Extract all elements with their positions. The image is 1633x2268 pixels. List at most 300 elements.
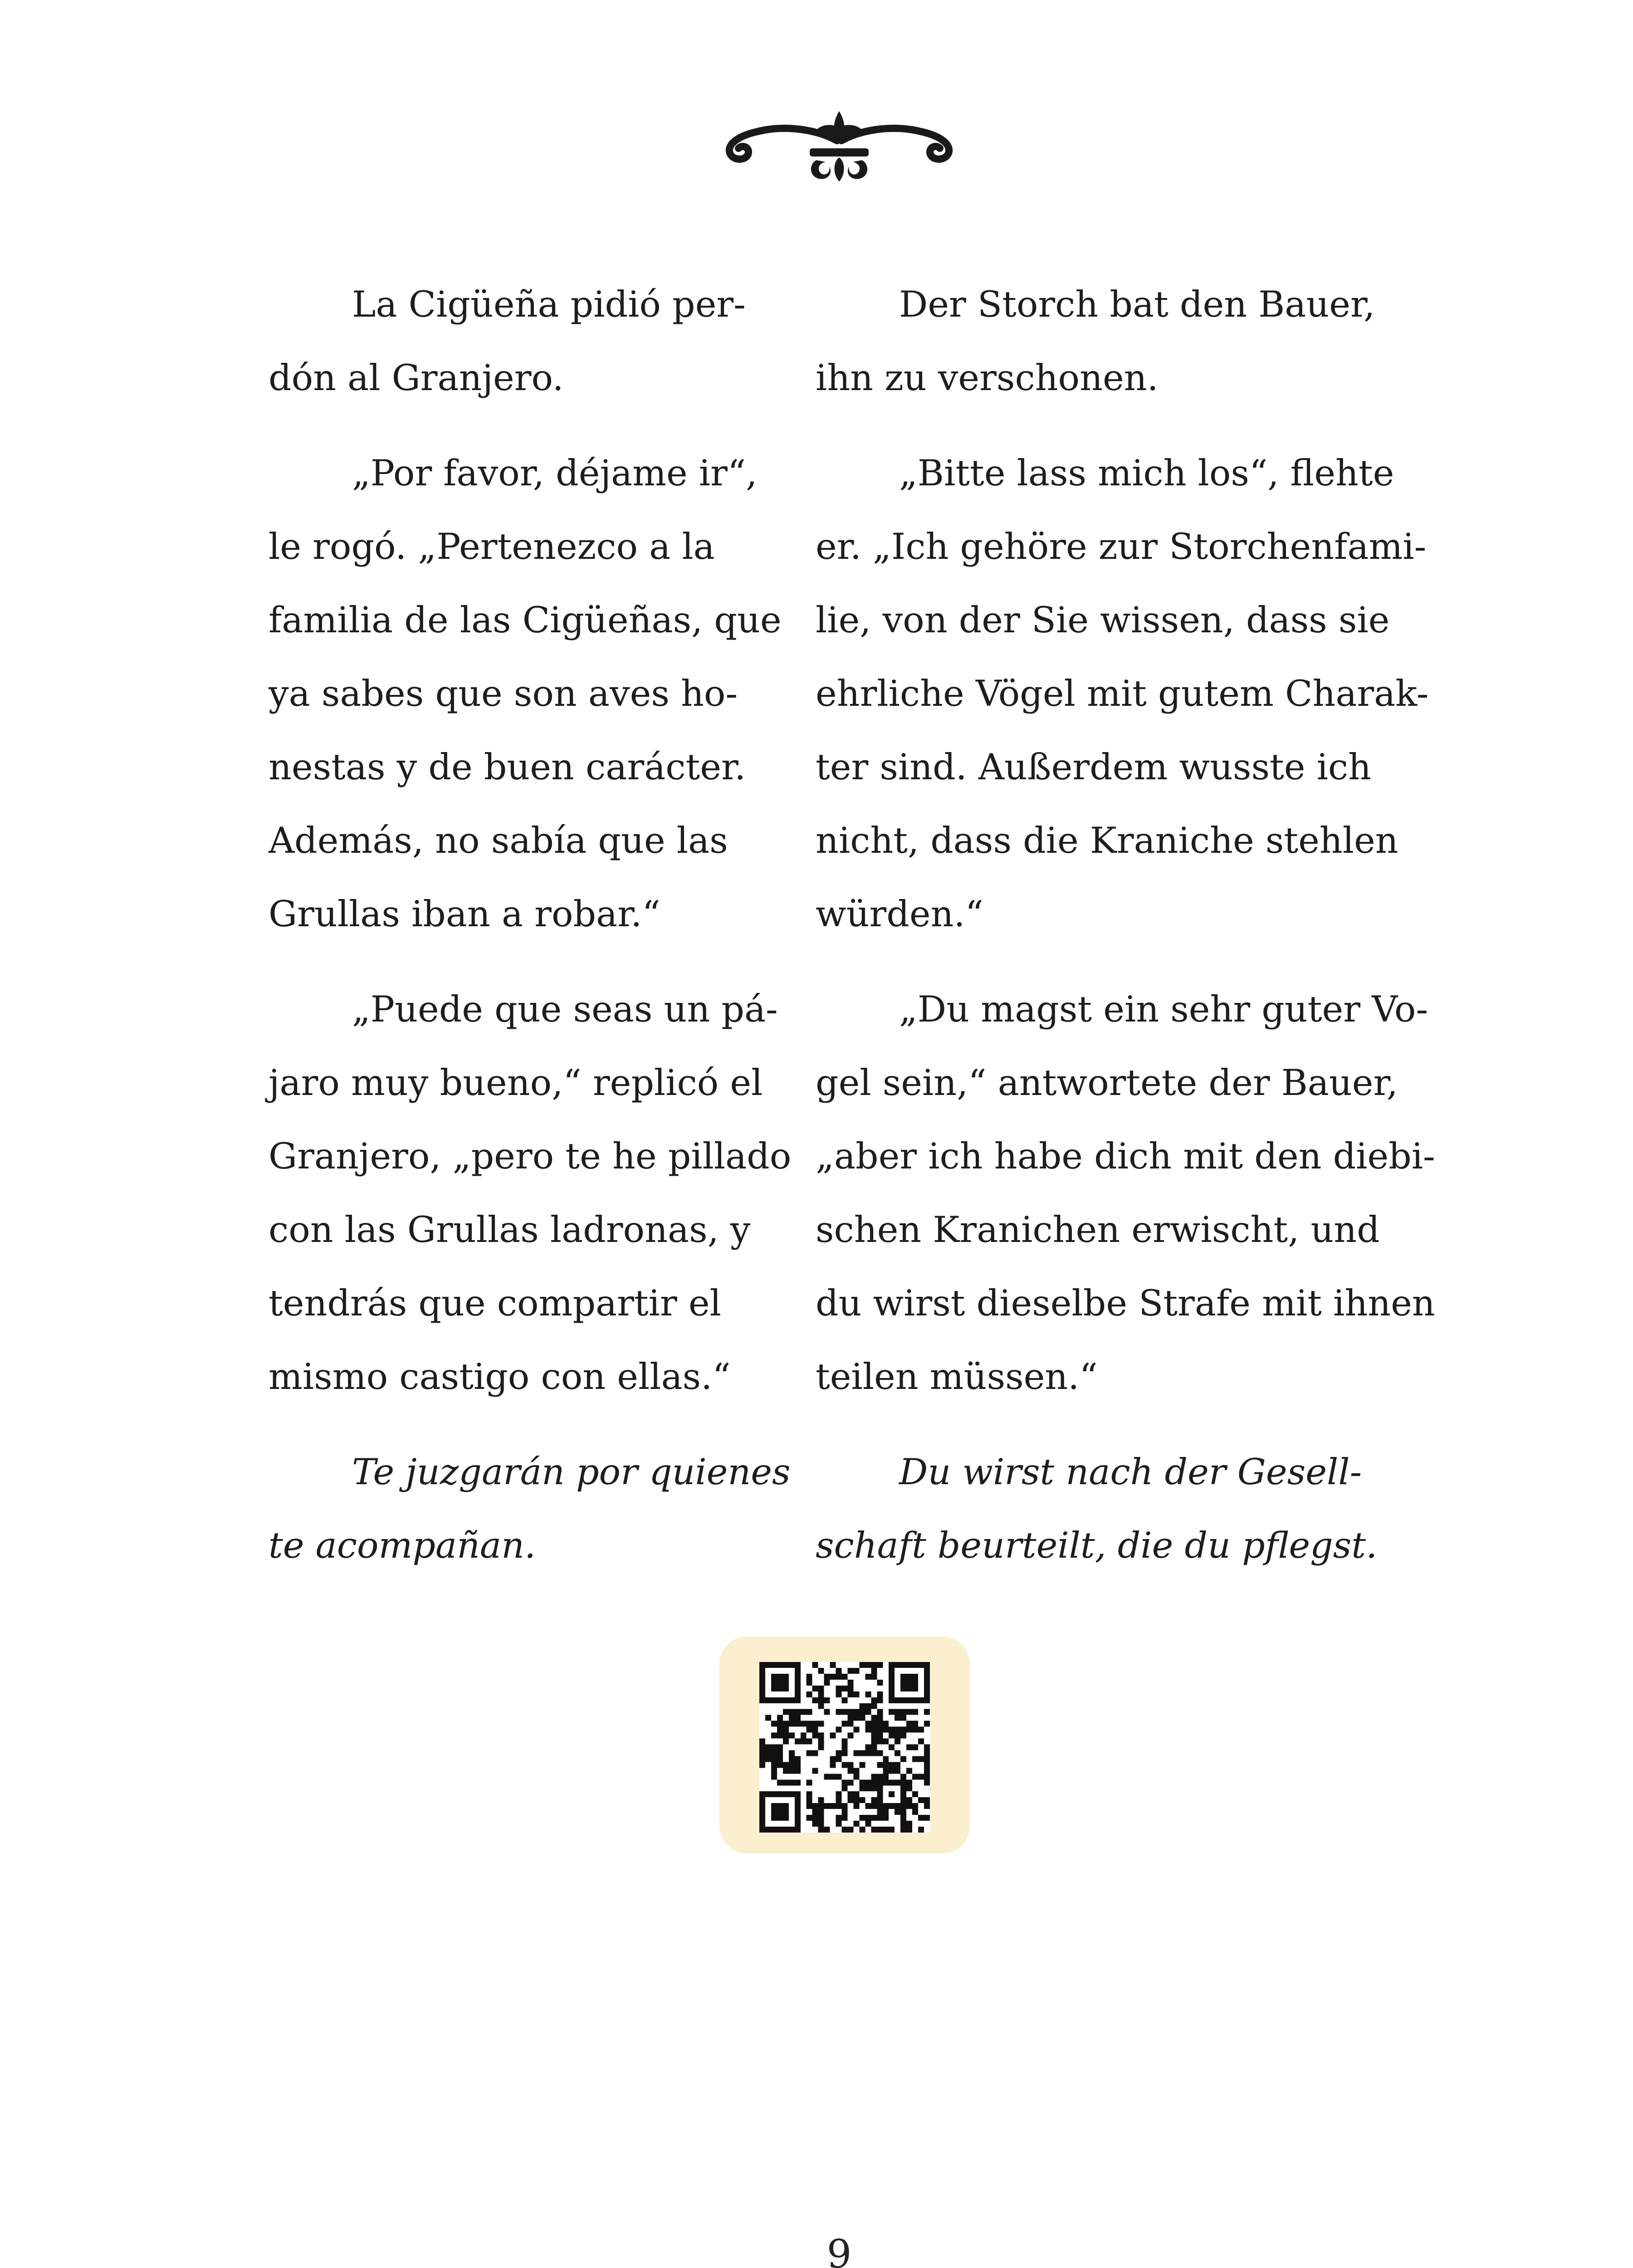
qr-module [836,1815,842,1821]
qr-module [836,1727,842,1733]
qr-module [906,1709,912,1715]
qr-module [836,1674,842,1680]
qr-module [824,1680,830,1686]
qr-module [918,1662,924,1668]
qr-module [865,1709,871,1715]
text-line: ya sabes que son aves ho- [269,673,738,714]
qr-module [759,1745,765,1750]
qr-module [895,1662,900,1668]
qr-code-panel[interactable] [719,1637,970,1853]
qr-module [859,1779,865,1785]
qr-module [812,1697,818,1703]
qr-module [853,1768,859,1774]
qr-module [900,1827,906,1833]
qr-module [877,1680,883,1686]
qr-module [771,1750,777,1756]
qr-module [789,1762,795,1768]
text-line: dón al Granjero. [269,357,564,399]
qr-module [830,1662,836,1668]
qr-module [865,1727,871,1733]
qr-module [853,1803,859,1809]
qr-module [859,1785,865,1791]
qr-module [807,1815,812,1821]
qr-module [818,1821,824,1827]
qr-module [871,1703,877,1709]
qr-module [871,1668,877,1674]
qr-module [771,1680,777,1686]
qr-code-icon[interactable] [759,1662,930,1833]
qr-module [759,1762,765,1768]
qr-module [807,1674,812,1680]
qr-module [900,1709,906,1715]
qr-module [859,1703,865,1709]
qr-module [895,1750,900,1756]
qr-module [759,1803,765,1809]
text-line: du wirst dieselbe Strafe mit ihnen [816,1282,1435,1324]
qr-module [889,1745,895,1750]
qr-module [818,1703,824,1709]
qr-module [847,1762,853,1768]
qr-module [783,1739,789,1745]
qr-module [871,1797,877,1803]
qr-module [783,1674,789,1680]
qr-module [771,1815,777,1821]
qr-module [818,1803,824,1809]
qr-module [895,1697,900,1703]
qr-module [842,1809,848,1815]
qr-module [842,1750,848,1756]
qr-module [865,1750,871,1756]
text-line: schen Kranichen erwischt, und [816,1209,1380,1251]
qr-module [812,1721,818,1727]
qr-module [865,1821,871,1827]
qr-module [777,1674,783,1680]
qr-module [783,1768,789,1774]
qr-module [807,1750,812,1756]
text-line: schaft beurteilt, die du pflegst. [816,1525,1378,1566]
qr-module [906,1686,912,1691]
qr-module [895,1709,900,1715]
qr-module [889,1733,895,1739]
qr-module [847,1733,853,1739]
qr-module [918,1827,924,1833]
qr-module [924,1750,930,1756]
qr-module [812,1809,818,1815]
qr-module [818,1815,824,1821]
qr-module [783,1662,789,1668]
qr-module [812,1750,818,1756]
qr-module [859,1750,865,1756]
qr-module [900,1686,906,1691]
qr-module [912,1745,918,1750]
qr-module [807,1803,812,1809]
qr-module [795,1668,801,1674]
text-line: La Cigüeña pidió per- [352,284,746,325]
qr-module [918,1727,924,1733]
qr-module [771,1745,777,1750]
qr-module [771,1762,777,1768]
text-line: „Bitte lass mich los“, flehte [899,452,1394,494]
qr-module [759,1674,765,1680]
qr-module [877,1779,883,1785]
qr-module [771,1791,777,1797]
qr-module [777,1791,783,1797]
qr-module [889,1709,895,1715]
qr-module [812,1803,818,1809]
qr-module [836,1791,842,1797]
qr-module [765,1827,771,1833]
qr-module [818,1809,824,1815]
qr-module [900,1803,906,1809]
qr-module [918,1797,924,1803]
qr-module [912,1721,918,1727]
qr-module [883,1815,889,1821]
qr-module [853,1797,859,1803]
qr-module [877,1803,883,1809]
qr-module [918,1774,924,1779]
qr-module [759,1662,765,1668]
qr-module [924,1803,930,1809]
qr-module [924,1674,930,1680]
qr-module [777,1815,783,1821]
qr-module [895,1803,900,1809]
qr-module [765,1715,771,1721]
text-line: nestas y de buen carácter. [269,746,746,788]
qr-module [865,1674,871,1680]
qr-module [842,1827,848,1833]
qr-module [824,1709,830,1715]
qr-module [795,1709,801,1715]
qr-module [883,1762,889,1768]
german-paragraph [816,268,1375,415]
qr-module [759,1691,765,1697]
qr-module [900,1756,906,1762]
qr-module [818,1686,824,1691]
qr-module [877,1785,883,1791]
ornament-flourish-icon [712,107,966,193]
qr-module [900,1727,906,1733]
qr-module [865,1785,871,1791]
qr-module [924,1697,930,1703]
german-paragraph [816,973,1435,1413]
qr-module [918,1815,924,1821]
qr-module [836,1821,842,1827]
qr-module [777,1727,783,1733]
qr-module [807,1691,812,1697]
qr-module [900,1674,906,1680]
qr-module [859,1815,865,1821]
qr-module [912,1809,918,1815]
qr-module [859,1662,865,1668]
qr-module [783,1721,789,1727]
qr-module [877,1727,883,1733]
text-line: mismo castigo con ellas.“ [269,1356,731,1398]
qr-module [795,1791,801,1797]
qr-module [847,1827,853,1833]
qr-module [842,1785,848,1791]
qr-module [865,1691,871,1697]
qr-module [847,1691,853,1697]
qr-module [842,1721,848,1727]
qr-module [877,1827,883,1833]
qr-module [789,1827,795,1833]
qr-module [871,1727,877,1733]
qr-module [883,1779,889,1785]
text-line: ehrliche Vögel mit gutem Charak- [816,673,1429,714]
qr-module [795,1768,801,1774]
qr-module [906,1768,912,1774]
qr-module [836,1686,842,1691]
qr-module [771,1809,777,1815]
qr-module [759,1686,765,1691]
qr-module [859,1827,865,1833]
qr-module [871,1745,877,1750]
qr-module [783,1803,789,1809]
qr-module [842,1739,848,1745]
qr-module [842,1745,848,1750]
qr-module [807,1739,812,1745]
text-line: „Por favor, déjame ir“, [352,452,758,494]
qr-module [777,1762,783,1768]
qr-module [783,1680,789,1686]
qr-module [765,1791,771,1797]
qr-module [777,1715,783,1721]
qr-module [771,1697,777,1703]
qr-module [783,1815,789,1821]
qr-module [818,1827,824,1833]
qr-module [759,1821,765,1827]
qr-module [924,1686,930,1691]
text-line: tendrás que compartir el [269,1282,721,1324]
qr-module [889,1668,895,1674]
qr-module [824,1827,830,1833]
qr-module [777,1680,783,1686]
qr-module [783,1727,789,1733]
qr-module [777,1756,783,1762]
spanish-column [269,268,790,1604]
qr-module [865,1662,871,1668]
qr-module [771,1662,777,1668]
qr-module [924,1779,930,1785]
text-line: teilen müssen.“ [816,1356,1098,1398]
qr-module [871,1803,877,1809]
qr-module [777,1827,783,1833]
text-line: con las Grullas ladronas, y [269,1209,751,1251]
qr-module [871,1739,877,1745]
qr-module [795,1779,801,1785]
qr-module [836,1709,842,1715]
qr-module [795,1721,801,1727]
qr-module [906,1779,912,1785]
qr-module [865,1745,871,1750]
qr-module [877,1721,883,1727]
qr-module [889,1691,895,1697]
qr-module [853,1727,859,1733]
qr-module [865,1779,871,1785]
qr-module [759,1791,765,1797]
qr-module [842,1697,848,1703]
qr-module [924,1680,930,1686]
qr-module [900,1797,906,1803]
qr-module [795,1762,801,1768]
qr-module [812,1727,818,1733]
text-line: familia de las Cigüeñas, que [269,599,782,641]
qr-module [871,1774,877,1779]
qr-module [924,1691,930,1697]
qr-module [795,1662,801,1668]
qr-module [906,1680,912,1686]
qr-module [883,1739,889,1745]
qr-module [877,1762,883,1768]
qr-module [924,1668,930,1674]
qr-module [789,1756,795,1762]
qr-module [789,1697,795,1703]
qr-module [783,1779,789,1785]
qr-module [818,1745,824,1750]
text-line: ter sind. Außerdem wusste ich [816,746,1372,788]
spanish-paragraph [269,268,790,415]
qr-module [900,1815,906,1821]
qr-module [795,1827,801,1833]
qr-module [789,1715,795,1721]
qr-module [771,1803,777,1809]
qr-module [912,1774,918,1779]
text-line: Der Storch bat den Bauer, [899,284,1375,325]
text-line: le rogó. „Pertenezco a la [269,526,715,567]
qr-module [783,1827,789,1833]
text-line: lie, von der Sie wissen, dass sie [816,599,1390,641]
qr-module [771,1768,777,1774]
text-line: Grullas iban a robar.“ [269,893,660,935]
qr-module [912,1756,918,1762]
qr-module [824,1803,830,1809]
qr-module [912,1662,918,1668]
qr-module [853,1821,859,1827]
qr-module [924,1662,930,1668]
qr-module [777,1750,783,1756]
qr-module [924,1721,930,1727]
qr-module [871,1815,877,1821]
qr-module [912,1686,918,1691]
qr-module [877,1733,883,1739]
qr-module [795,1691,801,1697]
qr-module [777,1809,783,1815]
german-column [816,268,1435,1604]
qr-module [924,1797,930,1803]
qr-module [895,1768,900,1774]
qr-module [853,1715,859,1721]
qr-module [924,1756,930,1762]
qr-module [889,1662,895,1668]
qr-module [795,1803,801,1809]
qr-module [771,1774,777,1779]
qr-module [842,1762,848,1768]
qr-module [883,1768,889,1774]
qr-module [842,1779,848,1785]
qr-module [900,1680,906,1686]
qr-module [853,1709,859,1715]
qr-module [912,1680,918,1686]
qr-module [900,1791,906,1797]
qr-module [818,1697,824,1703]
text-line: Además, no sabía que las [269,820,728,861]
qr-module [789,1721,795,1727]
page-number: 9 [826,2232,852,2268]
qr-module [912,1727,918,1733]
qr-module [807,1680,812,1686]
qr-module [824,1697,830,1703]
qr-module [795,1809,801,1815]
qr-module [889,1680,895,1686]
qr-module [818,1739,824,1745]
qr-module [883,1809,889,1815]
qr-module [918,1756,924,1762]
qr-module [847,1791,853,1797]
qr-module [906,1727,912,1733]
qr-module [789,1791,795,1797]
qr-module [906,1721,912,1727]
qr-module [889,1697,895,1703]
qr-module [812,1733,818,1739]
qr-module [847,1686,853,1691]
qr-module [871,1721,877,1727]
qr-module [877,1774,883,1779]
qr-module [801,1709,807,1715]
text-line: Granjero, „pero te he pillado [269,1135,792,1177]
qr-module [883,1756,889,1762]
qr-module [895,1809,900,1815]
qr-module [836,1668,842,1674]
qr-module [783,1762,789,1768]
text-line: te acompañan. [269,1525,536,1566]
qr-module [900,1774,906,1779]
qr-module [918,1697,924,1703]
qr-module [789,1768,795,1774]
qr-module [795,1815,801,1821]
qr-module [807,1779,812,1785]
qr-module [771,1827,777,1833]
qr-module [830,1774,836,1779]
qr-module [889,1674,895,1680]
qr-module [847,1779,853,1785]
qr-module [795,1797,801,1803]
qr-module [812,1662,818,1668]
qr-module [906,1797,912,1803]
text-line: nicht, dass die Kraniche stehlen [816,820,1398,861]
qr-module [877,1750,883,1756]
qr-module [865,1703,871,1709]
qr-module [807,1791,812,1797]
qr-module [895,1715,900,1721]
qr-module [877,1709,883,1715]
qr-module [877,1739,883,1745]
qr-module [912,1709,918,1715]
qr-module [789,1779,795,1785]
qr-module [889,1686,895,1691]
qr-module [900,1733,906,1739]
qr-module [883,1827,889,1833]
qr-module [765,1750,771,1756]
spanish-paragraph [269,973,790,1413]
text-line: „Du magst ein sehr guter Vo- [899,988,1428,1030]
qr-module [912,1697,918,1703]
qr-module [877,1809,883,1815]
qr-module [883,1727,889,1733]
qr-module [795,1680,801,1686]
qr-module [765,1745,771,1750]
qr-module [895,1727,900,1733]
text-line: jaro muy bueno,“ replicó el [269,1062,763,1104]
